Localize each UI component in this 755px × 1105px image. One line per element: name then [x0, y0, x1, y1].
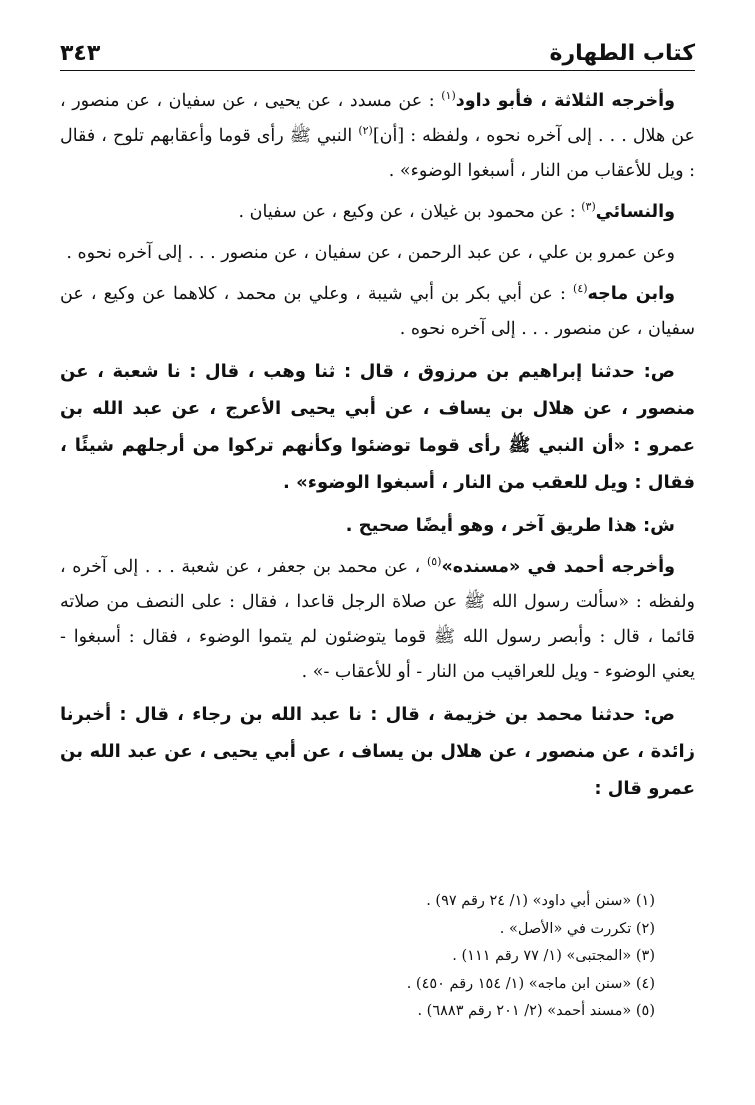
footnote: (١) «سنن أبي داود» (١/ ٢٤ رقم ٩٧) .: [426, 893, 655, 909]
running-title: كتاب الطهارة: [549, 41, 695, 66]
footnotes: [200, 888, 655, 1026]
page-header: [60, 30, 695, 71]
commentary-line: ش: هذا طريق آخر ، وهو أيضًا صحيح .: [345, 515, 675, 536]
paragraph-nasai: والنسائي$^{(٣)}$ : عن محمود بن غيلان ، عن وكيع ، عن سفيان .: [238, 200, 675, 222]
footnote: (٥) «مسند أحمد» (٢/ ٢٠١ رقم ٦٨٨٣) .: [417, 1003, 655, 1019]
hadith-text-1: ص: حدثنا إبراهيم بن مرزوق ، قال : ثنا وهب ، قال : نا شعبة ، عن منصور ، عن هلال بن يساف ، عن أبي يحيى الأعرج ، عن عبد الله بن عمرو : «أن النبي ﷺ رأى قوما توضئوا وكأنهم تركوا من أرجلهم شيئًا ، فقال : ويل للعقب من النار ، أسبغوا الوضوء» .: [60, 361, 695, 493]
footnote: (٢) تكررت في «الأصل» .: [499, 920, 655, 937]
footnote: (٣) «المجتبى» (١/ ٧٧ رقم ١١١) .: [452, 948, 655, 964]
paragraph-ahmad: وأخرجه أحمد في «مسنده»$^{(٥)}$ ، عن محمد بن جعفر ، عن شعبة . . . إلى آخره ، ولفظه : «سألت رسول الله ﷺ عن صلاة الرجل قاعدا ، فقال : على النصف من صلاته قائما ، قال : وأبصر رسول الله ﷺ قوما يتوضئون لم يتموا الوضوء ، فقال : أسبغوا - يعني الوضوء - ويل للعراقيب من النار - أو للأعقاب -» .: [60, 555, 695, 682]
hadith-text-2: ص: حدثنا محمد بن خزيمة ، قال : نا عبد الله بن رجاء ، قال : أخبرنا زائدة ، عن منصور ، عن هلال بن يساف ، عن أبي يحيى ، عن عبد الله بن عمرو قال :: [60, 704, 695, 799]
paragraph-abu-dawud: وأخرجه الثلاثة ، فأبو داود$^{(١)}$ : عن مسدد ، عن يحيى ، عن سفيان ، عن منصور ، عن هلال . . . إلى آخره نحوه ، ولفظه : [أن]$^{(٢)}$ النبي ﷺ رأى قوما وأعقابهم تلوح ، فقال : ويل للأعقاب من النار ، أسبغوا الوضوء» .: [60, 89, 696, 181]
paragraph-amr-ibn-ali: وعن عمرو بن علي ، عن عبد الرحمن ، عن سفيان ، عن منصور . . . إلى آخره نحوه .: [66, 243, 675, 263]
main-text: [60, 84, 695, 813]
paragraph-ibn-majah: وابن ماجه$^{(٤)}$ : عن أبي بكر بن أبي شيبة ، وعلي بن محمد ، كلاهما عن وكيع ، عن سفيان ، عن منصور . . . إلى آخره نحوه .: [60, 282, 695, 339]
footnote: (٤) «سنن ابن ماجه» (١/ ١٥٤ رقم ٤٥٠) .: [406, 975, 655, 992]
page-number: ٣٤٣: [60, 41, 101, 66]
